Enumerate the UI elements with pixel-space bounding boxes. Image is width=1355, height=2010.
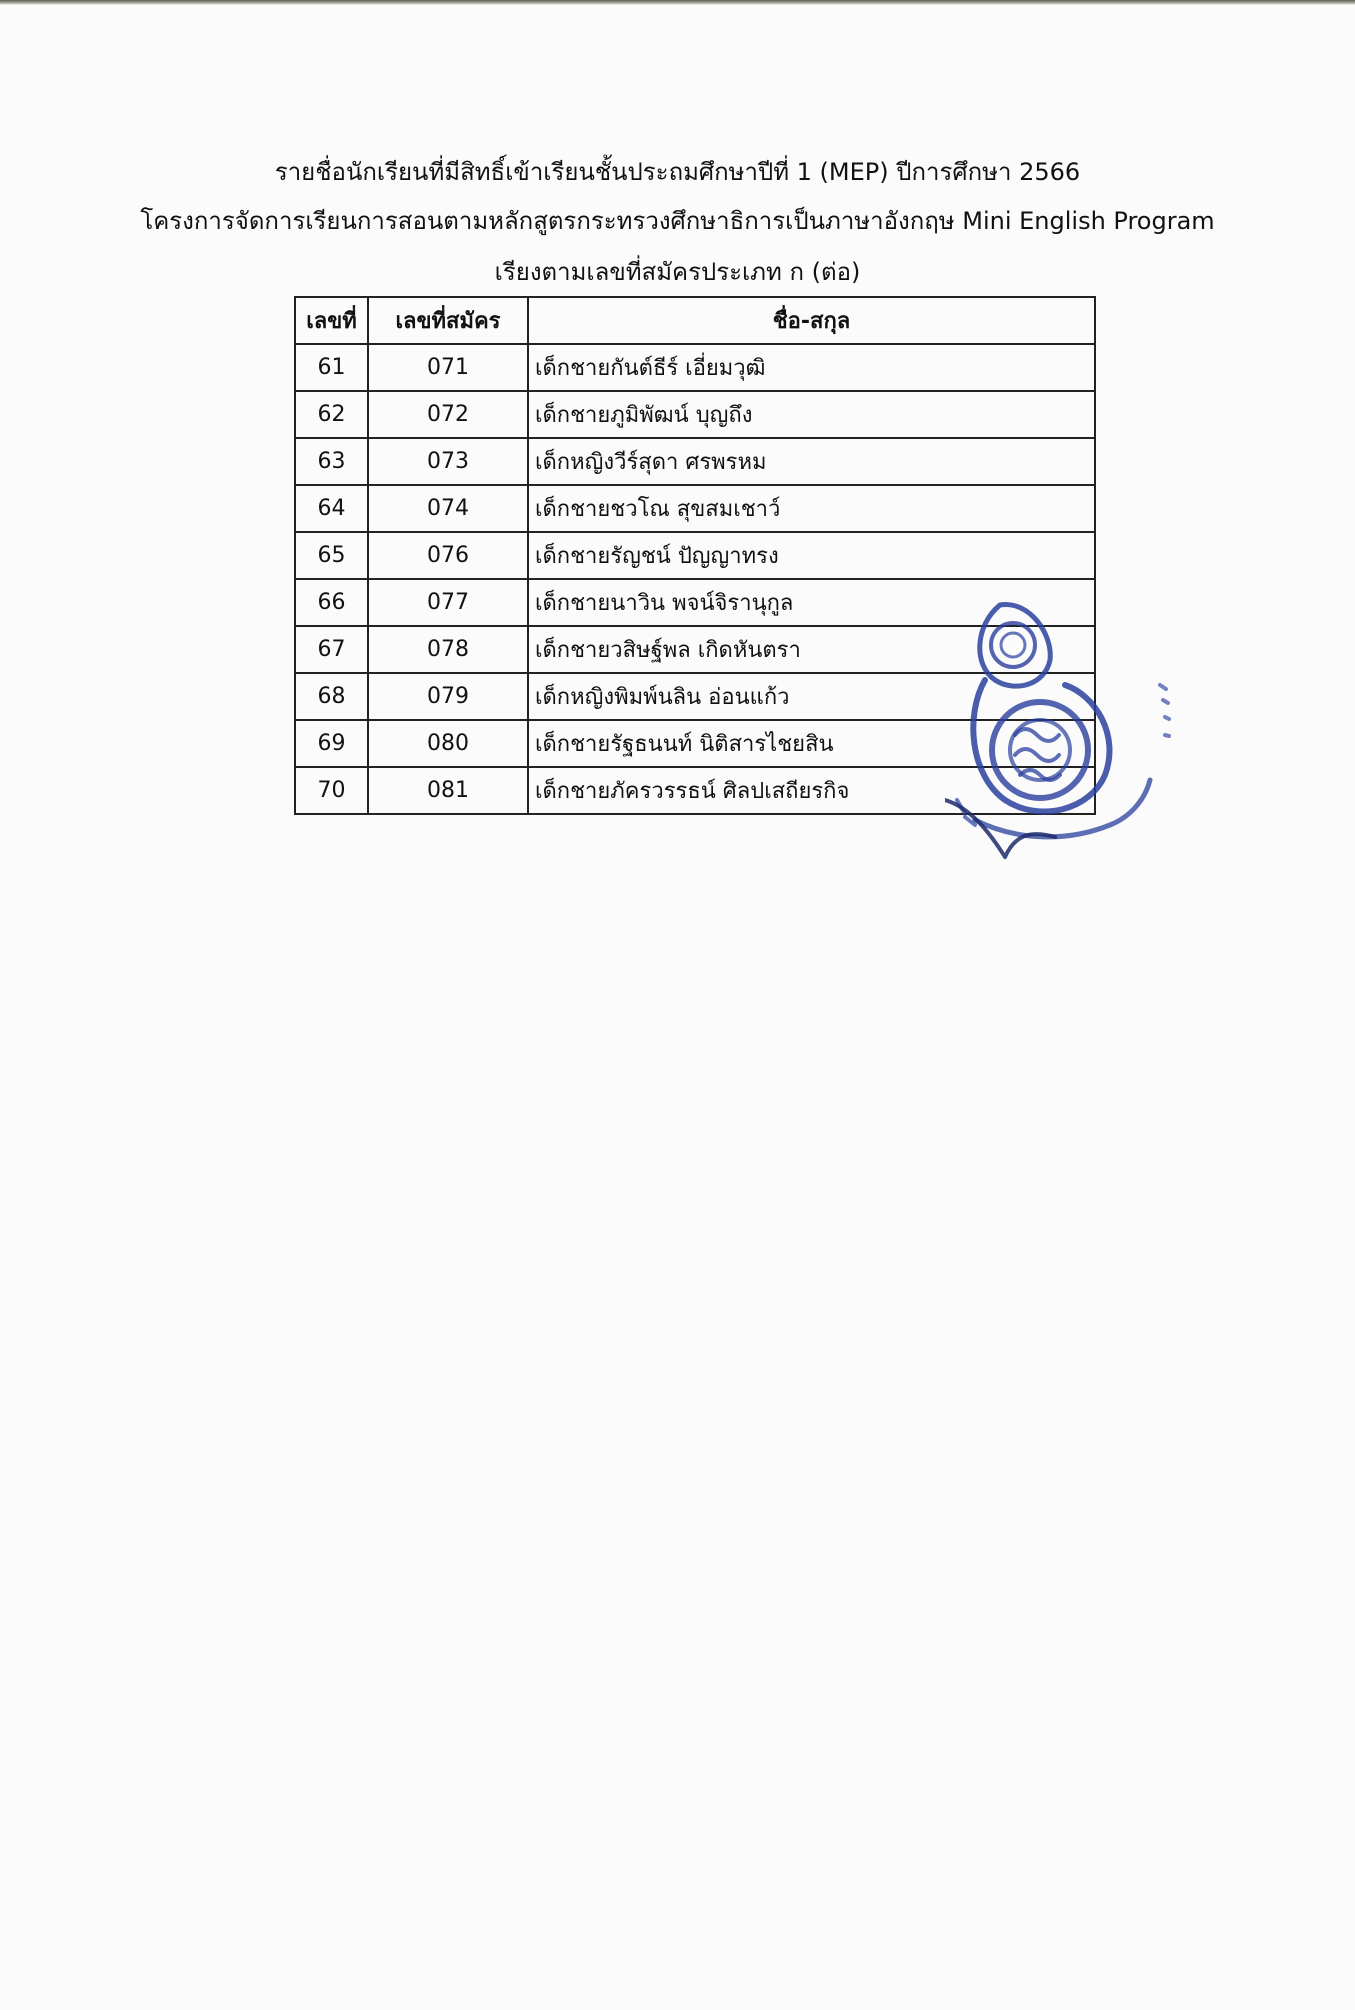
- row-full-name-cell: เด็กชายภัครวรรธน์ ศิลปเสถียรกิจ: [528, 767, 1095, 814]
- row-application-number-cell: 076: [368, 532, 528, 579]
- row-application-number-cell: 072: [368, 391, 528, 438]
- row-full-name-cell: เด็กชายภูมิพัฒน์ บุญถึง: [528, 391, 1095, 438]
- row-full-name-cell: เด็กชายวสิษฐ์พล เกิดหันตรา: [528, 626, 1095, 673]
- table-row: [295, 344, 1095, 391]
- document-title-line-3: เรียงตามเลขที่สมัครประเภท ก (ต่อ): [494, 258, 861, 286]
- table-row: [295, 391, 1095, 438]
- document-title-line-1: รายชื่อนักเรียนที่มีสิทธิ์เข้าเรียนชั้นประถมศึกษาปีที่ 1 (MEP) ปีการศึกษา 2566: [274, 158, 1081, 186]
- table-row: [295, 485, 1095, 532]
- table-row: [295, 532, 1095, 579]
- document-title-line-2: โครงการจัดการเรียนการสอนตามหลักสูตรกระทรวงศึกษาธิการเป็นภาษาอังกฤษ Mini English Program: [140, 207, 1215, 235]
- row-application-number-cell: 073: [368, 438, 528, 485]
- row-full-name-cell: เด็กชายกันต์ธีร์ เอี่ยมวุฒิ: [528, 344, 1095, 391]
- row-full-name-cell: เด็กชายรัญชน์ ปัญญาทรง: [528, 532, 1095, 579]
- row-number-cell: 66: [295, 579, 368, 626]
- row-application-number-cell: 078: [368, 626, 528, 673]
- scan-top-edge: [0, 0, 1355, 5]
- table-header-row: [295, 297, 1095, 344]
- row-full-name-cell: เด็กชายรัฐธนนท์ นิติสารไชยสิน: [528, 720, 1095, 767]
- row-number-cell: 62: [295, 391, 368, 438]
- row-application-number-cell: 077: [368, 579, 528, 626]
- row-full-name-cell: เด็กหญิงพิมพ์นลิน อ่อนแก้ว: [528, 673, 1095, 720]
- row-number-cell: 70: [295, 767, 368, 814]
- row-full-name-cell: เด็กชายชวโณ สุขสมเชาว์: [528, 485, 1095, 532]
- school-seal-stamp-icon: [945, 585, 1185, 865]
- header-number: เลขที่: [295, 297, 368, 344]
- row-number-cell: 65: [295, 532, 368, 579]
- table-row: [295, 438, 1095, 485]
- row-number-cell: 67: [295, 626, 368, 673]
- row-number-cell: 61: [295, 344, 368, 391]
- header-full-name: ชื่อ-สกุล: [528, 297, 1095, 344]
- row-application-number-cell: 081: [368, 767, 528, 814]
- row-application-number-cell: 071: [368, 344, 528, 391]
- row-full-name-cell: เด็กชายนาวิน พจน์จิรานุกูล: [528, 579, 1095, 626]
- row-full-name-cell: เด็กหญิงวีร์สุดา ศรพรหม: [528, 438, 1095, 485]
- row-number-cell: 69: [295, 720, 368, 767]
- row-number-cell: 63: [295, 438, 368, 485]
- row-number-cell: 68: [295, 673, 368, 720]
- row-number-cell: 64: [295, 485, 368, 532]
- row-application-number-cell: 074: [368, 485, 528, 532]
- header-application-number: เลขที่สมัคร: [368, 297, 528, 344]
- row-application-number-cell: 080: [368, 720, 528, 767]
- row-application-number-cell: 079: [368, 673, 528, 720]
